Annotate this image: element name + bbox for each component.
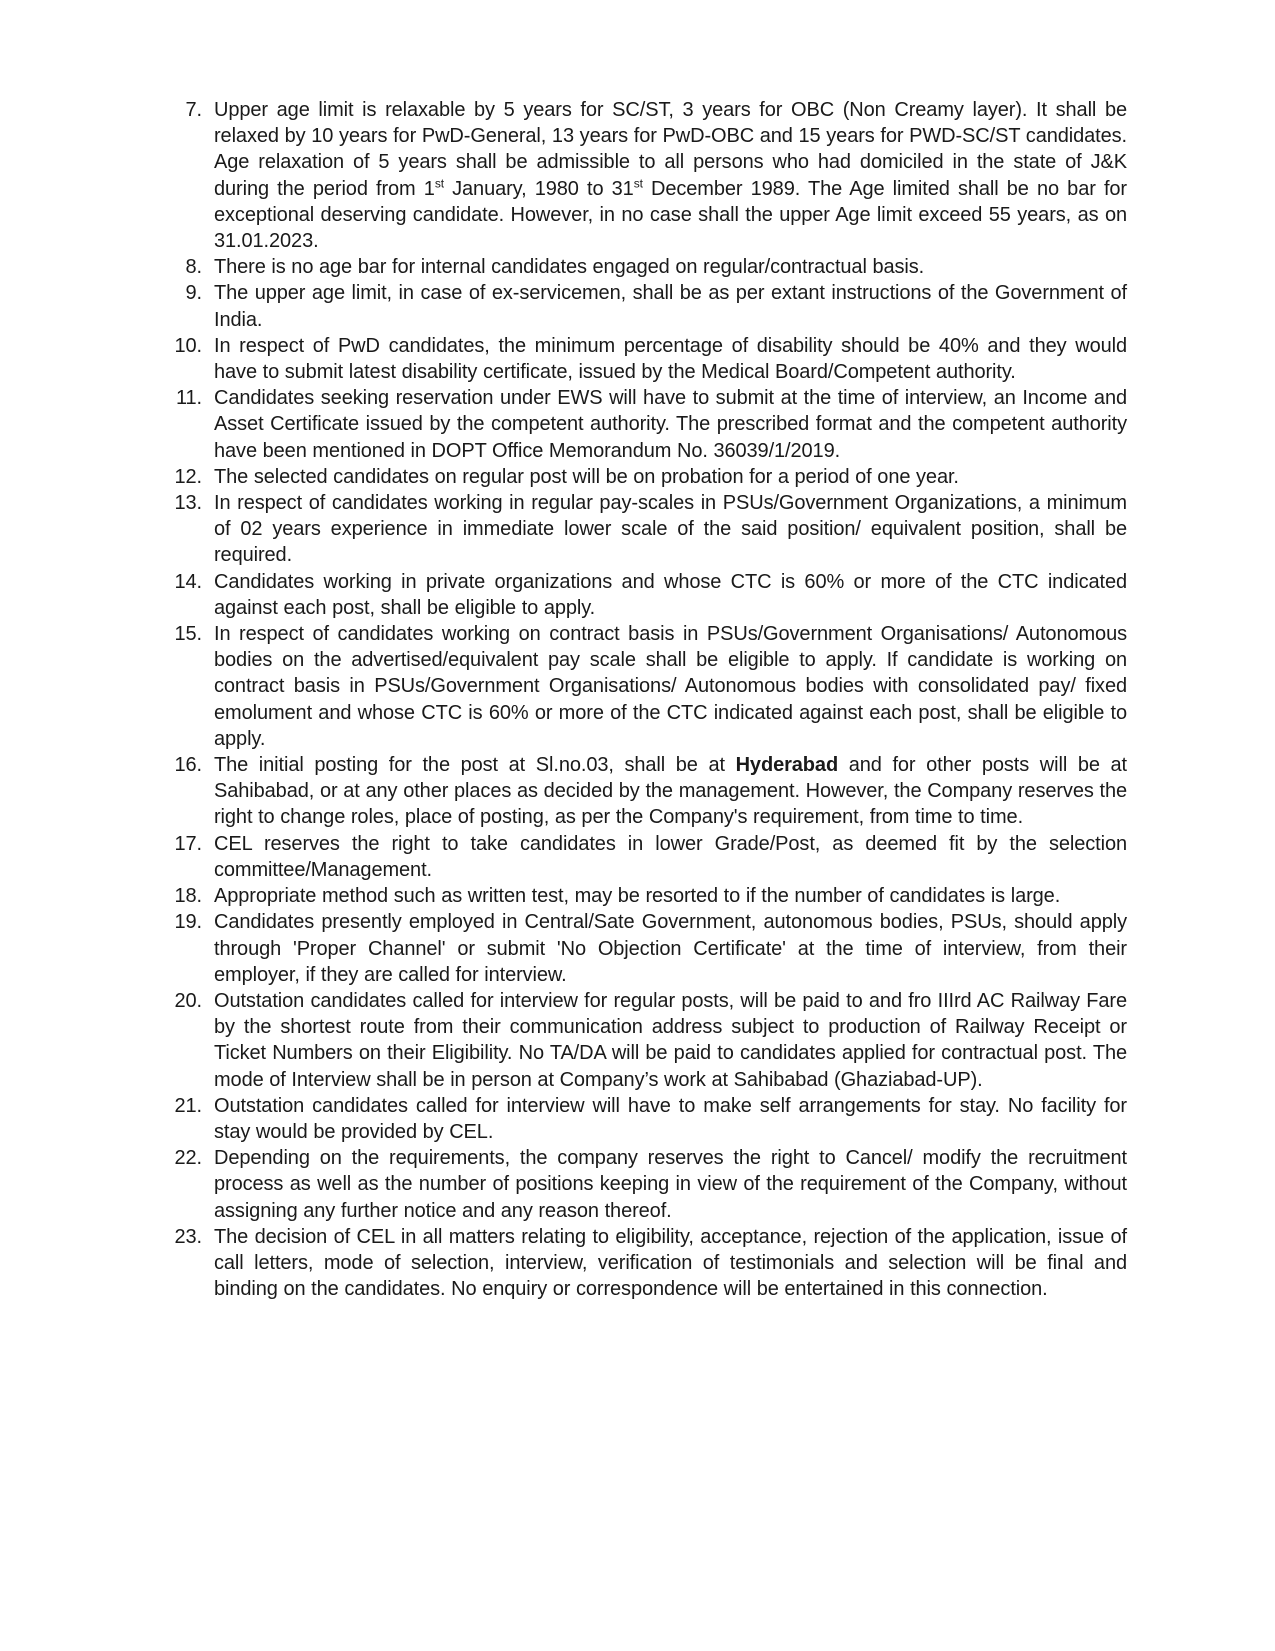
list-item-text [214, 1095, 1127, 1143]
bold-text: Hyderabad [735, 754, 839, 777]
list-item-text [214, 1226, 1127, 1300]
list-item-number: 16. [174, 754, 202, 777]
list-item-text [214, 492, 1127, 566]
list-item-number: 11. [175, 387, 202, 410]
list-item [150, 1145, 1127, 1224]
list-item [150, 254, 1127, 280]
list-item-number: 21. [174, 1094, 202, 1117]
list-item [150, 988, 1127, 1093]
list-item-text [214, 911, 1127, 985]
list-item-number: 13. [174, 492, 202, 515]
list-item [150, 883, 1127, 909]
list-item-number: 20. [174, 989, 202, 1012]
text-segment: December 1989. The Age limited shall be no bar for exceptional deserving candidate. However, in no case shall the upper Age limit exceed 55 years, as on 31.01.2023. [214, 177, 1127, 253]
list-item-text [214, 885, 1060, 907]
text-segment: Candidates presently employed in Central/Sate Government, autonomous bodies, PSUs, should apply through 'Proper Channel' or submit 'No Objection Certificate' at the time of interview, from their employer, if they are called for interview. [214, 911, 1127, 986]
text-segment: Candidates seeking reservation under EWS will have to submit at the time of interview, an Income and Asset Certificate issued by the competent authority. The prescribed format and the competent authority have been mentioned in DOPT Office Memorandum No. 36039/1/2019. [214, 387, 1127, 462]
list-item [150, 464, 1127, 490]
list-item-number: 9. [185, 282, 202, 305]
list-item-text [214, 99, 1127, 252]
text-segment: Depending on the requirements, the company reserves the right to Cancel/ modify the recruitment process as well as the number of positions keeping in view of the requirement of the Company, without assigning any further notice and any reason thereof. [214, 1147, 1127, 1222]
list-item-text [214, 754, 1127, 828]
text-segment: Appropriate method such as written test, may be resorted to if the number of candidates is large. [214, 885, 1061, 908]
list-item [150, 333, 1127, 385]
list-item-text [214, 833, 1127, 881]
text-segment: January, 1980 to 31 [443, 177, 634, 200]
list-item-number: 12. [174, 465, 202, 488]
list-item [150, 752, 1127, 831]
list-item [150, 621, 1127, 752]
list-item-number: 8. [185, 256, 202, 279]
list-item-text [214, 1147, 1127, 1221]
list-item-number: 7. [185, 99, 202, 121]
text-segment: CEL reserves the right to take candidates in lower Grade/Post, as deemed fit by the selection committee/Management. [214, 832, 1127, 881]
list-item-number: 19. [174, 911, 202, 934]
numbered-list [150, 97, 1127, 1302]
list-item-text [214, 571, 1127, 619]
text-segment: In respect of candidates working in regular pay-scales in PSUs/Government Organizations, a minimum of 02 years experience in immediate lower scale of the said position/ equivalent position, shall be required. [214, 492, 1127, 567]
list-item-text [214, 466, 959, 488]
text-segment: There is no age bar for internal candidates engaged on regular/contractual basis. [214, 256, 925, 279]
text-segment: In respect of candidates working on contract basis in PSUs/Government Organisations/ Autonomous bodies on the advertised/equivalent pay scale shall be eligible to apply. If candidate is working on contract basis in PSUs/Government Organisations/ Autonomous bodies with consolidated pay/ fixed emolument and whose CTC is 60% or more of the CTC indicated against each post, shall be eligible to apply. [214, 623, 1127, 750]
list-item [150, 569, 1127, 621]
list-item [150, 909, 1127, 988]
list-item-text [214, 335, 1127, 383]
list-item-text [214, 387, 1127, 461]
list-item [150, 831, 1127, 883]
list-item-number: 23. [174, 1225, 202, 1248]
list-item [150, 280, 1127, 332]
list-item-text [214, 623, 1127, 750]
list-item [150, 385, 1127, 464]
text-segment: and for other posts will be at Sahibabad, or at any other places as decided by the management. However, the Company reserves the right to change roles, place of posting, as per the Company's requirement, from time to time. [214, 754, 1128, 829]
text-segment: The upper age limit, in case of ex-servicemen, shall be as per extant instructions of the Government of India. [214, 282, 1127, 331]
list-item [150, 1093, 1127, 1145]
list-item [150, 1224, 1127, 1303]
document-page [150, 97, 1127, 1302]
text-segment: The decision of CEL in all matters relating to eligibility, acceptance, rejection of the application, issue of call letters, mode of selection, interview, verification of testimonials and selection will be final and binding on the candidates. No enquiry or correspondence will be entertained in this connection. [214, 1225, 1127, 1301]
list-item [150, 97, 1127, 254]
list-item-text [214, 990, 1127, 1091]
list-item-number: 14. [174, 570, 202, 593]
list-item-number: 18. [174, 885, 202, 908]
list-item-number: 10. [174, 334, 202, 357]
list-item-number: 17. [174, 832, 202, 855]
list-item [150, 490, 1127, 569]
superscript-text: st [633, 175, 643, 190]
text-segment: In respect of PwD candidates, the minimum percentage of disability should be 40% and they would have to submit latest disability certificate, issued by the Medical Board/Competent authority. [214, 334, 1127, 384]
list-item-text [214, 282, 1127, 330]
list-item-number: 22. [174, 1147, 202, 1170]
superscript-text: st [434, 175, 444, 190]
text-segment: Outstation candidates called for interview will have to make self arrangements for stay. No facility for stay would be provided by CEL. [214, 1094, 1127, 1143]
text-segment: The selected candidates on regular post will be on probation for a period of one year. [214, 465, 959, 488]
text-segment: The initial posting for the post at Sl.no.03, shall be at [214, 754, 736, 777]
list-item-text [214, 256, 924, 278]
text-segment: Outstation candidates called for interview for regular posts, will be paid to and fro IIIrd AC Railway Fare by the shortest route from their communication address subject to production of Railway Receipt or Ticket Numbers on their Eligibility. No TA/DA will be paid to candidates applied for contractual post. The mode of Interview shall be in person at Company’s work at Sahibabad (Ghaziabad-UP). [214, 989, 1127, 1091]
list-item-number: 15. [174, 623, 202, 646]
text-segment: Candidates working in private organizations and whose CTC is 60% or more of the CTC indicated against each post, shall be eligible to apply. [214, 570, 1127, 619]
text-segment: Upper age limit is relaxable by 5 years for SC/ST, 3 years for OBC (Non Creamy layer). It shall be relaxed by 10 years for PwD-General, 13 years for PwD-OBC and 15 years for PWD-SC/ST candidates. Age relaxation of 5 years shall be admissible to all persons who had domiciled in the state of J&K during the period from 1 [214, 99, 1127, 200]
